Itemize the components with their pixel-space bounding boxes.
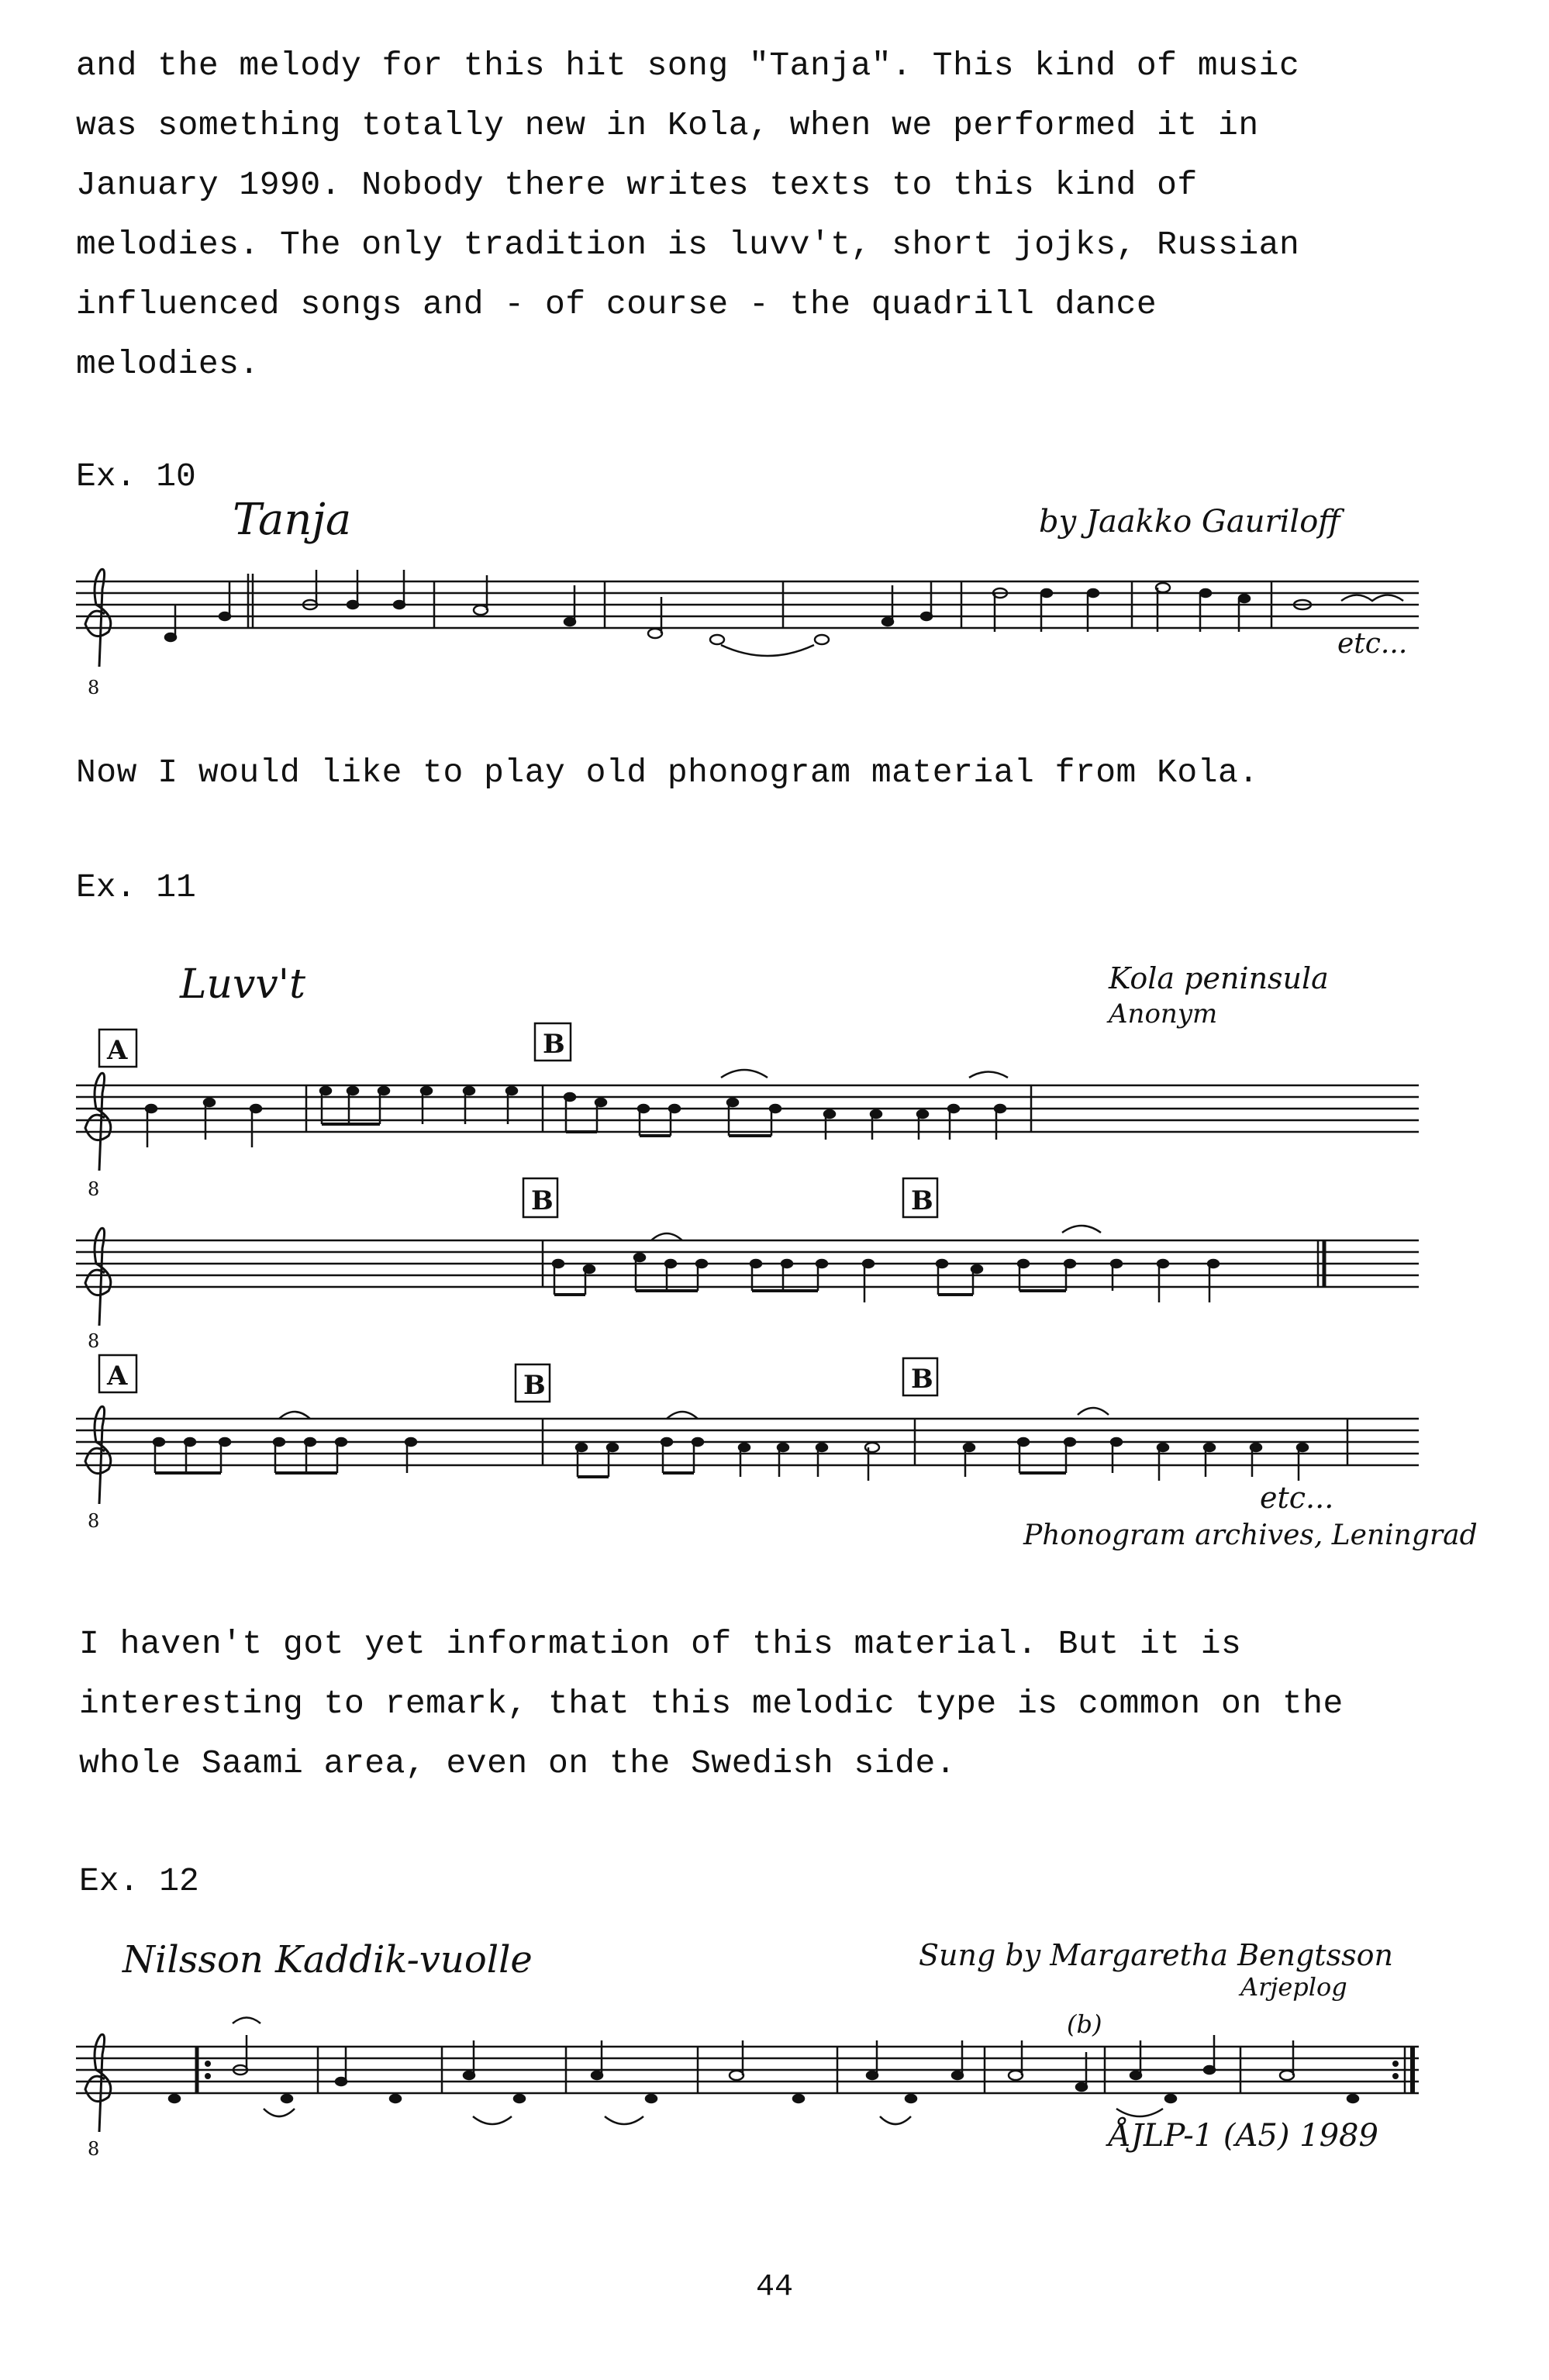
flat-mark: (b) [1067, 2009, 1102, 2039]
example-12-label: Ex. 12 [79, 1862, 199, 1900]
paragraph-phonogram: Now I would like to play old phonogram material from Kola. [76, 754, 1259, 792]
treble-clef-icon [85, 2034, 111, 2132]
example-11-source: Phonogram archives, Leningrad [1023, 1519, 1478, 1551]
paragraph-intro: and the melody for this hit song "Tanja". This kind of music was something totally new in Kola, when we performed it in January 1990. Nobody there writes texts to this kind of melodies. The only tradition is luvv't, short jojks, Russian influenced songs and - of course - the quadrill dance melodies. [76, 47, 1300, 383]
example-12-source: ÅJLP-1 (A5) 1989 [1109, 2118, 1378, 2154]
example-10-etc: etc... [1337, 628, 1408, 660]
paragraph-information: I haven't got yet information of this material. But it is interesting to remark, that this melodic type is common on the whole Saami area, even on the Swedish side. [79, 1625, 1344, 1782]
svg-text:8: 8 [88, 677, 100, 698]
example-12-credit-2: Arjeplog [1240, 1972, 1347, 2002]
svg-text:8: 8 [88, 1178, 100, 1200]
staff-example-11 [0, 1023, 1549, 1532]
page-number: 44 [755, 2270, 793, 2305]
section-b-marker: B [543, 1029, 565, 1060]
example-11-credit-1: Kola peninsula [1109, 961, 1329, 995]
section-b-marker: B [911, 1185, 933, 1216]
example-10-title: Tanja [233, 495, 352, 545]
example-12-credit-1: Sung by Margaretha Bengtsson [919, 1938, 1393, 1972]
example-11-title: Luvv't [180, 961, 305, 1008]
treble-clef-icon [85, 569, 111, 667]
example-11-etc: etc... [1260, 1481, 1334, 1515]
svg-text:8: 8 [88, 2138, 100, 2160]
example-11-label: Ex. 11 [76, 868, 196, 906]
svg-text:8: 8 [88, 1510, 100, 1532]
section-b-marker: B [911, 1364, 933, 1395]
example-12-title: Nilsson Kaddik-vuolle [122, 1938, 533, 1982]
staff-example-10 [0, 558, 1549, 713]
section-a-marker: A [107, 1361, 128, 1392]
example-10-credit: by Jaakko Gauriloff [1039, 504, 1340, 540]
treble-clef-icon [85, 1073, 111, 1504]
section-b-marker: B [531, 1185, 554, 1216]
example-10-label: Ex. 10 [76, 457, 196, 495]
section-b-marker: B [523, 1370, 546, 1401]
svg-text:8: 8 [88, 1330, 100, 1352]
example-11-credit-2: Anonym [1109, 999, 1218, 1030]
section-a-marker: A [107, 1035, 128, 1066]
